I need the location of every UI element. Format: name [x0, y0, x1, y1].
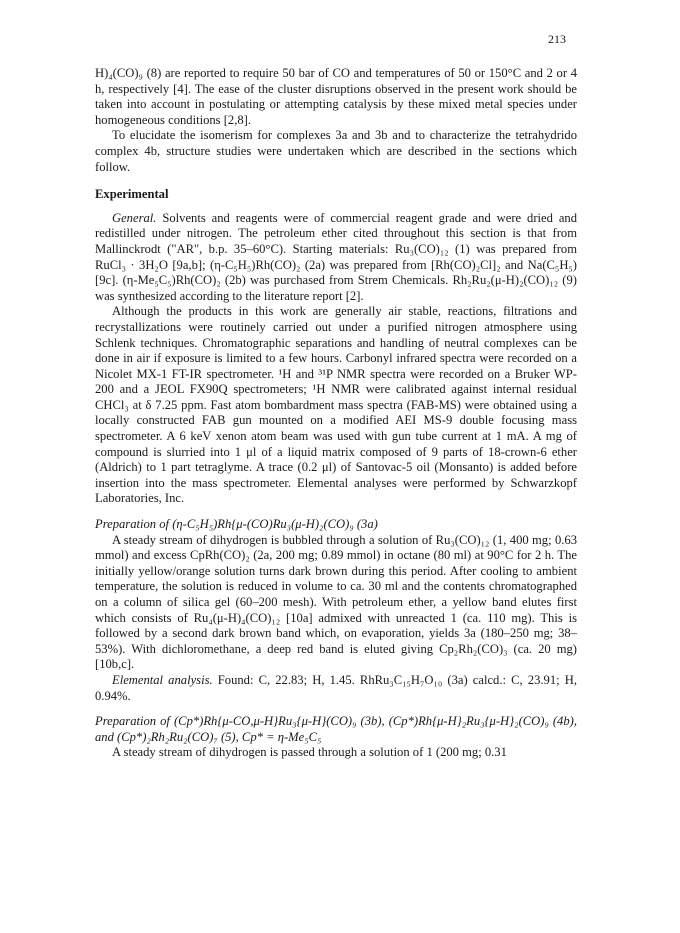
- elemental-analysis-text: Found: C, 22.83; H, 1.45. RhRu₃C₁₅H₇O₁₀ (3a) calcd.: C, 23.91; H, 0.94%.: [95, 672, 577, 703]
- article-body: [95, 66, 577, 761]
- general-text: Solvents and reagents were of commercial reagent grade and were dried and redistilled under nitrogen. The petroleum ether cited throughout this section is that from Mallinckrodt ("AR", b.p. 35–60°C). Starting materials: Ru₃(CO)₁₂ (1) was prepared from RuCl₃ · 3H₂O [9a,b]; (η-C₅H₅)Rh(CO)₂ (2a) was prepared from [Rh(CO)₂Cl]₂ and Na(C₅H₅) [9c]. (η-Me₅C₅)Rh(CO)₂ (2b) was purchased from Strem Chemicals. Rh₂Ru₂(μ-H)₂(CO)₁₂ (9) was synthesized according to the literature report [2].: [95, 210, 577, 303]
- preparation-3b-heading: Preparation of (Cp*)Rh{μ-CO,μ-H}Ru₃{μ-H}(CO)₉ (3b), (Cp*)Rh{μ-H}₂Ru₃{μ-H}₂(CO)₉ (4b), and (Cp*)₂Rh₂Ru₂(CO)₇ (5), Cp* = η-Me₅C₅: [95, 714, 577, 744]
- experimental-heading: Experimental: [95, 187, 169, 202]
- paragraph-preparation-3b: A steady stream of dihydrogen is passed through a solution of 1 (200 mg; 0.31: [112, 745, 507, 760]
- paragraph-intro-continued: H)₄(CO)₉ (8) are reported to require 50 bar of CO and temperatures of 50 or 150°C and 2 or 4 h, respectively [4]. The ease of the cluster disruptions observed in the present work should be taken into account in postulating or attempting catalysis by these mixed metal species under homogeneous conditions [2,8].: [95, 66, 577, 127]
- general-lead: General.: [112, 210, 157, 225]
- paragraph-elemental-analysis: [95, 673, 577, 704]
- paragraph-preparation-3a: A steady stream of dihydrogen is bubbled through a solution of Ru₃(CO)₁₂ (1, 400 mg; 0.63 mmol) and excess CpRh(CO)₂ (2a, 200 mg; 0.89 mmol) in octane (80 ml) at 90°C for 2 h. The initially yellow/orange solution turns dark brown during this period. After cooling to ambient temperature, the solution is reduced in volume to ca. 30 ml and the contents chromatographed on a column of silica gel (60–200 mesh). With petroleum ether, a yellow band elutes first which consists of Ru₄(μ-H)₄(CO)₁₂ [10a] admixed with unreacted 1 (ca. 110 mg). This is followed by a second dark brown band which, on evaporation, yields 3a (180–250 mg; 38–53%). With dichloromethane, a deep red band is eluted giving Cp₂Rh₂(CO)₃ (ca. 20 mg) [10b,c].: [95, 532, 577, 672]
- paragraph-general: [95, 211, 577, 305]
- paragraph-methods: Although the products in this work are generally air stable, reactions, filtrations and recrystallizations were routinely carried out under a purified nitrogen atmosphere using Schlenk techniques. Chromatographic separations and handling of neutral complexes can be done in air if exposure is limited to a few hours. Carbonyl infrared spectra were recorded on a Nicolet MX-1 FT-IR spectrometer. ¹H and ³¹P NMR spectra were recorded on a Bruker WP-200 and a JEOL FX90Q spectrometers; ¹H NMR were calibrated against internal residual CHCl₃ at δ 7.25 ppm. Fast atom bombardment mass spectra (FAB-MS) were obtained using a locally constructed FAB gun mounted on a modified AEI MS-9 double focusing mass spectrometer. A 6 keV xenon atom beam was used with gun tube current at 1 mA. A mg of compound is slurried into 1 μl of a liquid matrix composed of 9 parts of 18-crown-6 ether (Aldrich) to 1 part tetraglyme. A trace (0.2 μl) of Santovac-5 oil (Monsanto) is added before insertion into the mass spectrometer. Elemental analyses were performed by Schwarzkopf Laboratories, Inc.: [95, 304, 577, 506]
- elemental-analysis-lead: Elemental analysis.: [112, 672, 213, 687]
- page-number: 213: [548, 32, 566, 46]
- paragraph-structure-studies: To elucidate the isomerism for complexes 3a and 3b and to characterize the tetrahydrido complex 4b, structure studies were undertaken which are described in the sections which follow.: [95, 128, 577, 174]
- preparation-3a-heading: Preparation of (η-C₅H₅)Rh{μ-(CO)Ru₃(μ-H)₂(CO)₉ (3a): [95, 517, 378, 532]
